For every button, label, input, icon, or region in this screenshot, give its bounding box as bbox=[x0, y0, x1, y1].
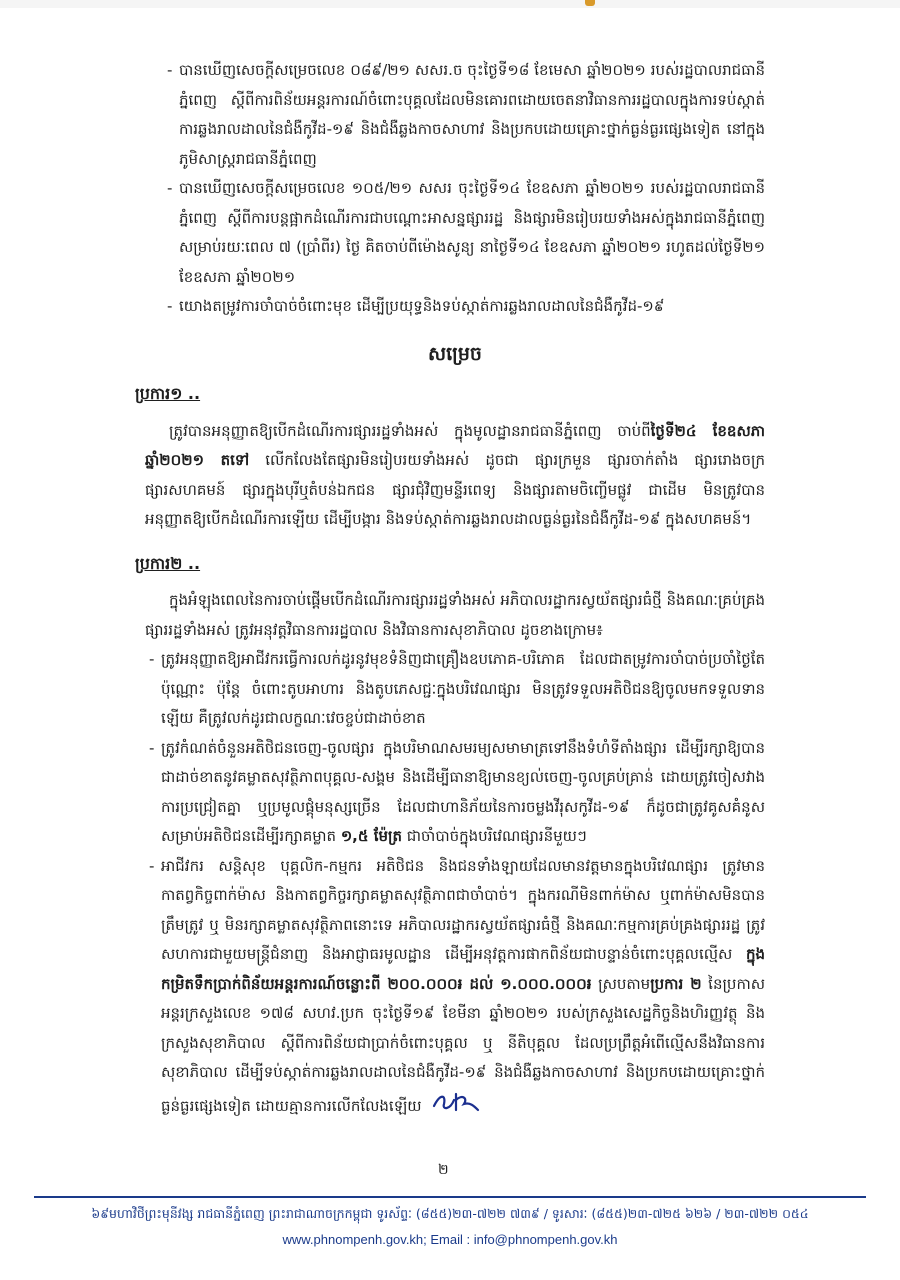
article-1-heading: ប្រការ១ .. bbox=[135, 384, 201, 403]
footer-website[interactable]: www.phnompenh.gov.kh; Email : info@phnompenh.gov.kh bbox=[282, 1232, 618, 1247]
preamble-item: - យោងតម្រូវការចាំបាច់ចំពោះមុខ ដើម្បីប្រយុទ្ធនិងទប់ស្កាត់ការឆ្លងរាលដាលនៃជំងឺកូវីដ-១៩ bbox=[145, 292, 765, 322]
preamble-item: - បានឃើញសេចក្តីសម្រេចលេខ ០៨៩/២១ សសរ.ច ចុះថ្ងៃទី១៨ ខែមេសា ឆ្នាំ២០២១ របស់រដ្ឋបាលរាជធានីភ្នំពេញ ស្តីពីការពិន័យអន្តរការណ៍ចំពោះបុគ្គលដែលមិនគោរពដោយចេតនាវិធានការរដ្ឋបាលក្នុងការទប់ស្កាត់ការឆ្លងរាលដាលនៃជំងឺកូវីដ-១៩ និងជំងឺឆ្លងកាចសាហាវ និងប្រកបដោយគ្រោះថ្នាក់ធ្ងន់ធ្ងរផ្សេងទៀត នៅក្នុងភូមិសាស្ត្ររាជធានីភ្នំពេញ bbox=[145, 56, 765, 174]
article-2-list bbox=[145, 645, 765, 1124]
article-2-item bbox=[145, 852, 765, 1125]
article-1-text bbox=[145, 417, 765, 535]
article-2-item-text: នៃប្រកាសអន្តរក្រសួងលេខ ១៧៨ សហវ.ប្រក ចុះថ្ងៃទី១៩ ខែមីនា ឆ្នាំ២០២១ របស់ក្រសួងសេដ្ឋកិច្ចនិងហិរញ្ញវត្ថុ និងក្រសួងសុខាភិបាល ស្តីពីការពិន័យជាប្រាក់ចំពោះបុគ្គល ឬ នីតិបុគ្គល ដែលប្រព្រឹត្តអំពើល្មើសនឹងវិធានការសុខាភិបាល ដើម្បីទប់ស្កាត់ការឆ្លងរាលដាលនៃជំងឺកូវីដ-១៩ និងជំងឺឆ្លងកាចសាហាវ និងប្រកបដោយគ្រោះថ្នាក់ធ្ងន់ធ្ងរផ្សេងទៀត ដោយគ្មានការលើកលែងឡើយ bbox=[161, 974, 766, 1115]
article-2-intro: ក្នុងអំឡុងពេលនៃការចាប់ផ្តើមបើកដំណើរការផ្សាររដ្ឋទាំងអស់ អភិបាលរដ្ឋាករស្វយ័តផ្សារធំថ្មី និងគណៈគ្រប់គ្រងផ្សាររដ្ឋទាំងអស់ ត្រូវអនុវត្តវិធានការរដ្ឋបាល និងវិធានការសុខាភិបាល ដូចខាងក្រោម៖ bbox=[145, 591, 765, 639]
article-2-heading: ប្រការ២ .. bbox=[135, 553, 201, 573]
top-edge bbox=[0, 0, 900, 8]
fine-range: ក្នុងកម្រិតទឹកប្រាក់ពិន័យអន្តរការណ៍ចន្លោះពី ២០០.០០០៛ ដល់ ១.០០០.០០០៛ bbox=[161, 945, 765, 993]
preamble-list bbox=[145, 56, 765, 322]
preamble-item: - បានឃើញសេចក្តីសម្រេចលេខ ១០៥/២១ សសរ ចុះថ្ងៃទី១៤ ខែឧសភា ឆ្នាំ២០២១ របស់រដ្ឋបាលរាជធានីភ្នំពេញ ស្តីពីការបន្តផ្អាកដំណើរការជាបណ្តោះអាសន្នផ្សាររដ្ឋ និងផ្សារមិនរៀបរយទាំងអស់ក្នុងរាជធានីភ្នំពេញ សម្រាប់រយៈពេល ៧ (ប្រាំពីរ) ថ្ងៃ គិតចាប់ពីម៉ោងសូន្យ នាថ្ងៃទី១៤ ខែឧសភា ឆ្នាំ២០២១ រហូតដល់ថ្ងៃទី២១ ខែឧសភា ឆ្នាំ២០២១ bbox=[145, 174, 765, 292]
article-2-item-text: ស្របតាម bbox=[591, 974, 651, 993]
footer-divider bbox=[34, 1196, 866, 1198]
distance-value: ១,៥ ម៉ែត្រ bbox=[340, 827, 402, 845]
page-number: ២ bbox=[438, 1162, 449, 1178]
article-2-item bbox=[145, 734, 765, 852]
decision-title: សម្រេច bbox=[428, 342, 482, 365]
top-ornament bbox=[585, 0, 595, 6]
article-2-item-text: ជាចាំបាច់ក្នុងបរិវេណផ្សារនីមួយៗ bbox=[402, 827, 587, 845]
document-body bbox=[135, 56, 766, 1124]
article-reference: ប្រការ ២ bbox=[650, 974, 702, 993]
article-1-text-part: លើកលែងតែផ្សារមិនរៀបរយទាំងអស់ ដូចជា ផ្សារក្រមួន ផ្សារចាក់តាំង ផ្សាររោងចក្រ ផ្សារសហគមន៍ ផ្សារក្នុងបុរីឬតំបន់ឯកជន ផ្សារជុំវិញមន្ទីរពេទ្យ និងផ្សារតាមចិញ្ចើមផ្លូវ ជាដើម មិនត្រូវបានអនុញ្ញាតឱ្យបើកដំណើរការឡើយ ដើម្បីបង្ការ និងទប់ស្កាត់ការឆ្លងរាលដាលធ្ងន់ធ្ងរនៃជំងឺកូវីដ-១៩ ក្នុងសហគមន៍។ bbox=[145, 451, 765, 528]
footer-address: ៦៩មហាវិថីព្រះមុនីវង្ស រាជធានីភ្នំពេញ ព្រះរាជាណាចក្រកម្ពុជា ទូរស័ព្ទៈ (៨៥៥)២៣-៧២២ ៧៣៩ / ទូរសារៈ (៨៥៥)២៣-៧២៥ ៦២៦ / ២៣-៧២២ ០៥៤ bbox=[91, 1206, 809, 1221]
article-2-item: - ត្រូវអនុញ្ញាតឱ្យអាជីវករធ្វើការលក់ដូរនូវមុខទំនិញជាគ្រឿងឧបភោគ-បរិភោគ ដែលជាតម្រូវការចាំបាច់ប្រចាំថ្ងៃតែប៉ុណ្ណោះ ប៉ុន្តែ ចំពោះតូបអាហារ និងតូបភេសជ្ជៈក្នុងបរិវេណផ្សារ មិនត្រូវទទួលអតិថិជនឱ្យចូលមកទទួលទានឡើយ គឺត្រូវលក់ដូរជាលក្ខណៈវេចខ្ចប់ជាដាច់ខាត bbox=[145, 645, 765, 734]
article-2-item-text: អាជីវករ សន្តិសុខ បុគ្គលិក-កម្មករ អតិថិជន និងជនទាំងឡាយដែលមានវត្តមានក្នុងបរិវេណផ្សារ ត្រូវមានកាតព្វកិច្ចពាក់ម៉ាស និងកាតព្វកិច្ចរក្សាគម្លាតសុវត្ថិភាពជាចាំបាច់។ ក្នុងករណីមិនពាក់ម៉ាស ឬពាក់ម៉ាសមិនបានត្រឹមត្រូវ ឬ មិនរក្សាគម្លាតសុវត្ថិភាពនោះទេ អភិបាលរដ្ឋាករស្វយ័តផ្សារធំថ្មី និងគណៈកម្មការគ្រប់គ្រងផ្សាររដ្ឋ ត្រូវសហការជាមួយមន្ត្រីជំនាញ និងអាជ្ញាធរមូលដ្ឋាន ដើម្បីអនុវត្តការផាកពិន័យជាបន្ទាន់ចំពោះបុគ្គលល្មើស bbox=[161, 856, 765, 963]
article-1-date: ថ្ងៃទី២៤ ខែឧសភា ឆ្នាំ២០២១ តទៅ bbox=[145, 421, 766, 469]
article-1-text-part: ត្រូវបានអនុញ្ញាតឱ្យបើកដំណើរការផ្សាររដ្ឋទាំងអស់ ក្នុងមូលដ្ឋានរាជធានីភ្នំពេញ ចាប់ពី bbox=[169, 421, 651, 440]
article-2-item-text: ត្រូវកំណត់ចំនួនអតិថិជនចេញ-ចូលផ្សារ ក្នុងបរិមាណសមរម្យសមាមាត្រទៅនឹងទំហំទីតាំងផ្សារ ដើម្បីរក្សាឱ្យបានជាដាច់ខាតនូវគម្លាតសុវត្ថិភាពបុគ្គល-សង្គម និងដើម្បីធានាឱ្យមានខ្យល់ចេញ-ចូលគ្រប់គ្រាន់ ដោយត្រូវចៀសវាងការប្រជ្រៀតគ្នា ឬប្រមូលផ្តុំមនុស្សច្រើន ដែលជាហានិភ័យនៃការចម្លងវីរុសកូវីដ-១៩ ក៏ដូចជាត្រូវគូសគំនូសសម្រាប់អតិថិជនដើម្បីរក្សាគម្លាត bbox=[161, 738, 765, 845]
signature-initials bbox=[430, 1088, 480, 1125]
